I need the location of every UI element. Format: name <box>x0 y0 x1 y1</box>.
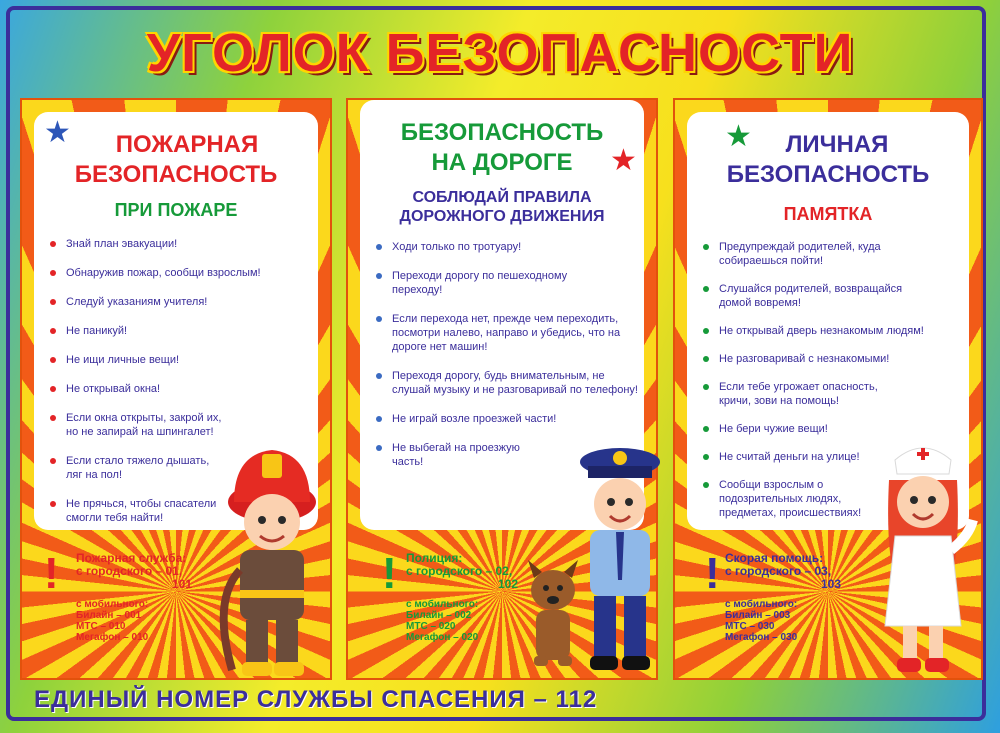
list-item: Ходи только по тротуару! <box>376 240 636 254</box>
list-item: Если стало тяжело дышать, ляг на пол! <box>50 454 216 482</box>
exclamation-icon: ! <box>382 549 397 598</box>
fire-subheading: ПРИ ПОЖАРЕ <box>114 200 238 220</box>
mobile-label: с мобильного: <box>725 599 798 610</box>
panel-fire-safety <box>20 98 332 680</box>
list-item: Если тебе угрожает опасность, кричи, зови на помощь! <box>703 380 899 408</box>
exclamation-icon: ! <box>705 549 720 598</box>
firefighter-illustration <box>212 440 332 680</box>
policeman-illustration <box>572 440 668 680</box>
service-name: Пожарная служба: <box>76 551 187 565</box>
mobile-line: Мегафон – 030 <box>725 632 798 643</box>
exclamation-icon: ! <box>44 549 59 598</box>
list-item: Если перехода нет, прежде чем переходить, посмотри налево, направо и убедись, что на дороге нет машин! <box>376 312 632 354</box>
mobile-line: Мегафон – 020 <box>406 632 479 643</box>
list-item: Следуй указаниям учителя! <box>50 295 310 309</box>
mobile-line: Билайн – 003 <box>725 610 791 621</box>
list-item: Переходи дорогу по пешеходному переходу! <box>376 269 602 297</box>
service-city-number: 101 <box>172 577 193 591</box>
mobile-line: Билайн – 002 <box>406 610 472 621</box>
personal-heading-line-1: ЛИЧНАЯ <box>785 131 889 158</box>
service-city-line: с городского – 01, <box>76 564 183 578</box>
service-name: Скорая помощь: <box>725 551 824 565</box>
list-item: Предупреждай родителей, куда собираешься пойти! <box>703 240 889 268</box>
list-item: Не паникуй! <box>50 324 310 338</box>
road-subheading-line-2: ДОРОЖНОГО ДВИЖЕНИЯ <box>399 208 605 225</box>
blue-star-icon: ★ <box>44 116 71 149</box>
mobile-line: МТС – 020 <box>406 621 456 632</box>
personal-subheading: ПАМЯТКА <box>783 204 873 224</box>
road-heading-line-1: БЕЗОПАСНОСТЬ <box>400 119 604 146</box>
list-item: Не бери чужие вещи! <box>703 422 961 436</box>
mobile-label: с мобильного: <box>406 599 479 610</box>
service-name: Полиция: <box>406 551 463 565</box>
list-item: Переходя дорогу, будь внимательным, не слушай музыку и не разговаривай по телефону! <box>376 369 642 397</box>
road-subheading-line-1: СОБЛЮДАЙ ПРАВИЛА <box>412 189 592 206</box>
list-item: Не ищи личные вещи! <box>50 353 310 367</box>
mobile-line: Билайн – 001 <box>76 610 142 621</box>
service-city-number: 103 <box>821 577 842 591</box>
ambulance-service-info <box>725 552 841 643</box>
list-item: Сообщи взрослым о подозрительных людях, предметах, происшествиях! <box>703 478 894 520</box>
service-city-line: с городского – 03, <box>725 564 832 578</box>
service-city-number: 102 <box>498 577 519 591</box>
poster-title: УГОЛОК БЕЗОПАСНОСТИ <box>146 23 854 83</box>
rescue-number-banner: ЕДИНЫЙ НОМЕР СЛУЖБЫ СПАСЕНИЯ – 112 <box>34 686 598 713</box>
fire-heading-line-1: ПОЖАРНАЯ <box>115 131 259 158</box>
list-item: Не открывай дверь незнакомым людям! <box>703 324 961 338</box>
fire-heading-line-2: БЕЗОПАСНОСТЬ <box>74 161 278 188</box>
red-star-icon: ★ <box>610 144 637 177</box>
panel-road-safety <box>346 98 658 680</box>
list-item: Не открывай окна! <box>50 382 310 396</box>
fire-service-info <box>76 552 192 643</box>
mobile-line: МТС – 030 <box>725 621 775 632</box>
list-item: Не разговаривай с незнакомыми! <box>703 352 961 366</box>
mobile-label: с мобильного: <box>76 599 149 610</box>
list-item: Знай план эвакуации! <box>50 237 310 251</box>
list-item: Не считай деньги на улице! <box>703 450 961 464</box>
service-city-line: с городского – 02, <box>406 564 513 578</box>
panel-personal-safety <box>673 98 983 680</box>
list-item: Обнаружив пожар, сообщи взрослым! <box>50 266 310 280</box>
mobile-line: Мегафон – 010 <box>76 632 149 643</box>
list-item: Не играй возле проезжей части! <box>376 412 636 426</box>
list-item: Слушайся родителей, возвращайся домой вовремя! <box>703 282 919 310</box>
mobile-line: МТС – 010 <box>76 621 126 632</box>
list-item: Не выбегай на проезжую часть! <box>376 441 552 469</box>
list-item: Не прячься, чтобы спасатели смогли тебя найти! <box>50 497 236 525</box>
personal-heading-line-2: БЕЗОПАСНОСТЬ <box>726 161 930 188</box>
list-item: Если окна открыты, закрой их, но не запирай на шпингалет! <box>50 411 231 439</box>
nurse-illustration <box>865 440 981 680</box>
green-star-icon: ★ <box>725 120 752 153</box>
police-service-info <box>406 552 518 643</box>
road-heading-line-2: НА ДОРОГЕ <box>431 149 573 176</box>
